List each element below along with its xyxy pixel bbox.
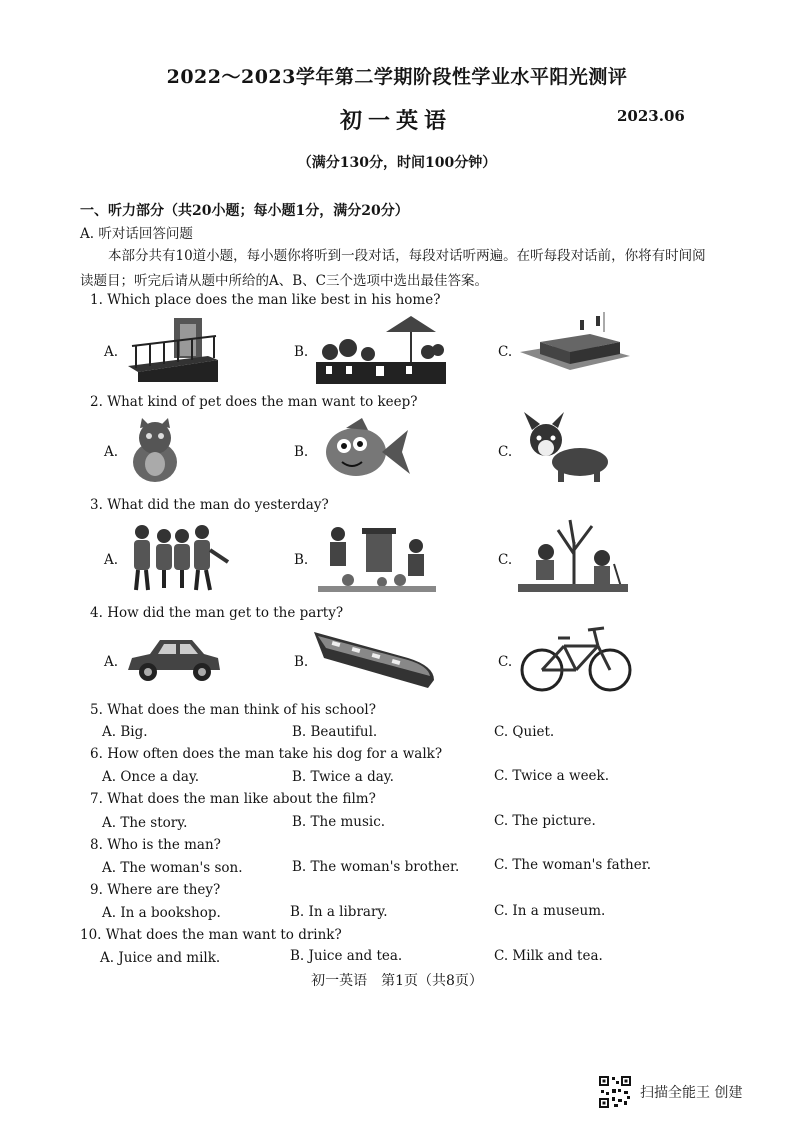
option-letter: B. — [294, 344, 309, 360]
scanner-watermark-text: 扫描全能王 创建 — [640, 1085, 743, 1101]
train-icon — [312, 630, 438, 692]
option-c: C. The woman's father. — [494, 857, 651, 873]
option-c: C. Twice a week. — [494, 768, 610, 784]
question-number: 5. — [90, 702, 103, 718]
question-number: 7. — [90, 791, 103, 807]
question-text: How often does the man take his dog for a walk? — [107, 746, 443, 762]
balcony-icon — [128, 316, 218, 382]
option-letter: A. — [104, 654, 119, 670]
question-text: What did the man do yesterday? — [107, 497, 329, 513]
question-text: Which place does the man like best in his home? — [107, 292, 441, 308]
option-letter: A. — [104, 552, 119, 568]
qr-code-icon — [598, 1075, 632, 1109]
question-number: 8. — [90, 837, 103, 853]
option-a: A. In a bookshop. — [102, 905, 221, 921]
option-c: C. In a museum. — [494, 903, 606, 919]
question-number: 4. — [90, 605, 103, 621]
option-b: B. The music. — [292, 814, 386, 830]
question-text: What does the man want to drink? — [105, 927, 342, 943]
question-text: What does the man think of his school? — [107, 702, 376, 718]
option-b: B. Juice and tea. — [290, 948, 403, 964]
option-letter: C. — [498, 654, 513, 670]
option-letter: C. — [498, 552, 513, 568]
question-5 — [90, 702, 376, 718]
exam-date: 2023.06 — [617, 107, 685, 125]
question-2 — [90, 394, 418, 410]
option-letter: C. — [498, 344, 513, 360]
question-6 — [90, 746, 442, 762]
option-a: A. The woman's son. — [102, 860, 243, 876]
page-footer: 初一英语 第1页（共8页） — [311, 973, 483, 989]
option-c: C. Quiet. — [494, 724, 555, 740]
question-1 — [90, 292, 440, 308]
question-7 — [90, 791, 376, 807]
option-letter: B. — [294, 654, 309, 670]
question-number: 2. — [90, 394, 103, 410]
option-b: B. Twice a day. — [292, 769, 394, 785]
question-number: 9. — [90, 882, 103, 898]
question-text: Where are they? — [107, 882, 221, 898]
question-text: What kind of pet does the man want to keep? — [107, 394, 418, 410]
option-letter: C. — [498, 444, 513, 460]
scanner-watermark — [598, 1075, 742, 1109]
question-text: Who is the man? — [107, 837, 221, 853]
option-b: B. In a library. — [290, 904, 388, 920]
fish-icon — [316, 416, 412, 486]
score-time-note: （满分130分，时间100分钟） — [297, 155, 497, 171]
option-a: A. Big. — [102, 724, 148, 740]
option-letter: A. — [104, 344, 119, 360]
question-number: 1. — [90, 292, 103, 308]
subject-title: 初一英语 — [340, 108, 453, 134]
option-a: A. The story. — [102, 815, 188, 831]
instructions: 本部分共有10道小题，每小题你将听到一段对话，每段对话听两遍。在听每段对话前，你将有时间阅读题目；听完后请从题中所给的A、B、C三个选项中选出最佳答案。 — [80, 248, 706, 289]
dog-icon — [518, 412, 612, 486]
question-number: 10. — [80, 927, 102, 943]
question-number: 6. — [90, 746, 103, 762]
bicycle-icon — [520, 624, 632, 694]
helping-people-icon — [124, 522, 230, 592]
option-b: B. Beautiful. — [292, 724, 378, 740]
exam-title: 2022～2023学年第二学期阶段性学业水平阳光测评 — [166, 66, 628, 88]
option-letter: B. — [294, 552, 309, 568]
question-text: How did the man get to the party? — [107, 605, 344, 621]
question-4 — [90, 605, 343, 621]
option-letter: B. — [294, 444, 309, 460]
option-a: A. Once a day. — [102, 769, 200, 785]
option-a: A. Juice and milk. — [100, 950, 221, 966]
option-b: B. The woman's brother. — [292, 859, 460, 875]
question-number: 3. — [90, 497, 103, 513]
question-text: What does the man like about the film? — [107, 791, 376, 807]
option-letter: A. — [104, 444, 119, 460]
section-heading: 一、听力部分（共20小题；每小题1分，满分20分） — [80, 203, 409, 219]
planting-trees-icon — [518, 518, 628, 592]
question-8 — [90, 837, 221, 853]
option-c: C. Milk and tea. — [494, 948, 603, 964]
question-3 — [90, 497, 329, 513]
option-c: C. The picture. — [494, 813, 596, 829]
cat-icon — [126, 418, 184, 482]
question-9 — [90, 882, 220, 898]
bedroom-icon — [520, 312, 630, 382]
question-10 — [80, 927, 342, 943]
car-icon — [124, 634, 224, 684]
garden-icon — [316, 314, 446, 384]
part-a-heading: A. 听对话回答问题 — [80, 226, 193, 242]
cleaning-icon — [318, 522, 436, 592]
